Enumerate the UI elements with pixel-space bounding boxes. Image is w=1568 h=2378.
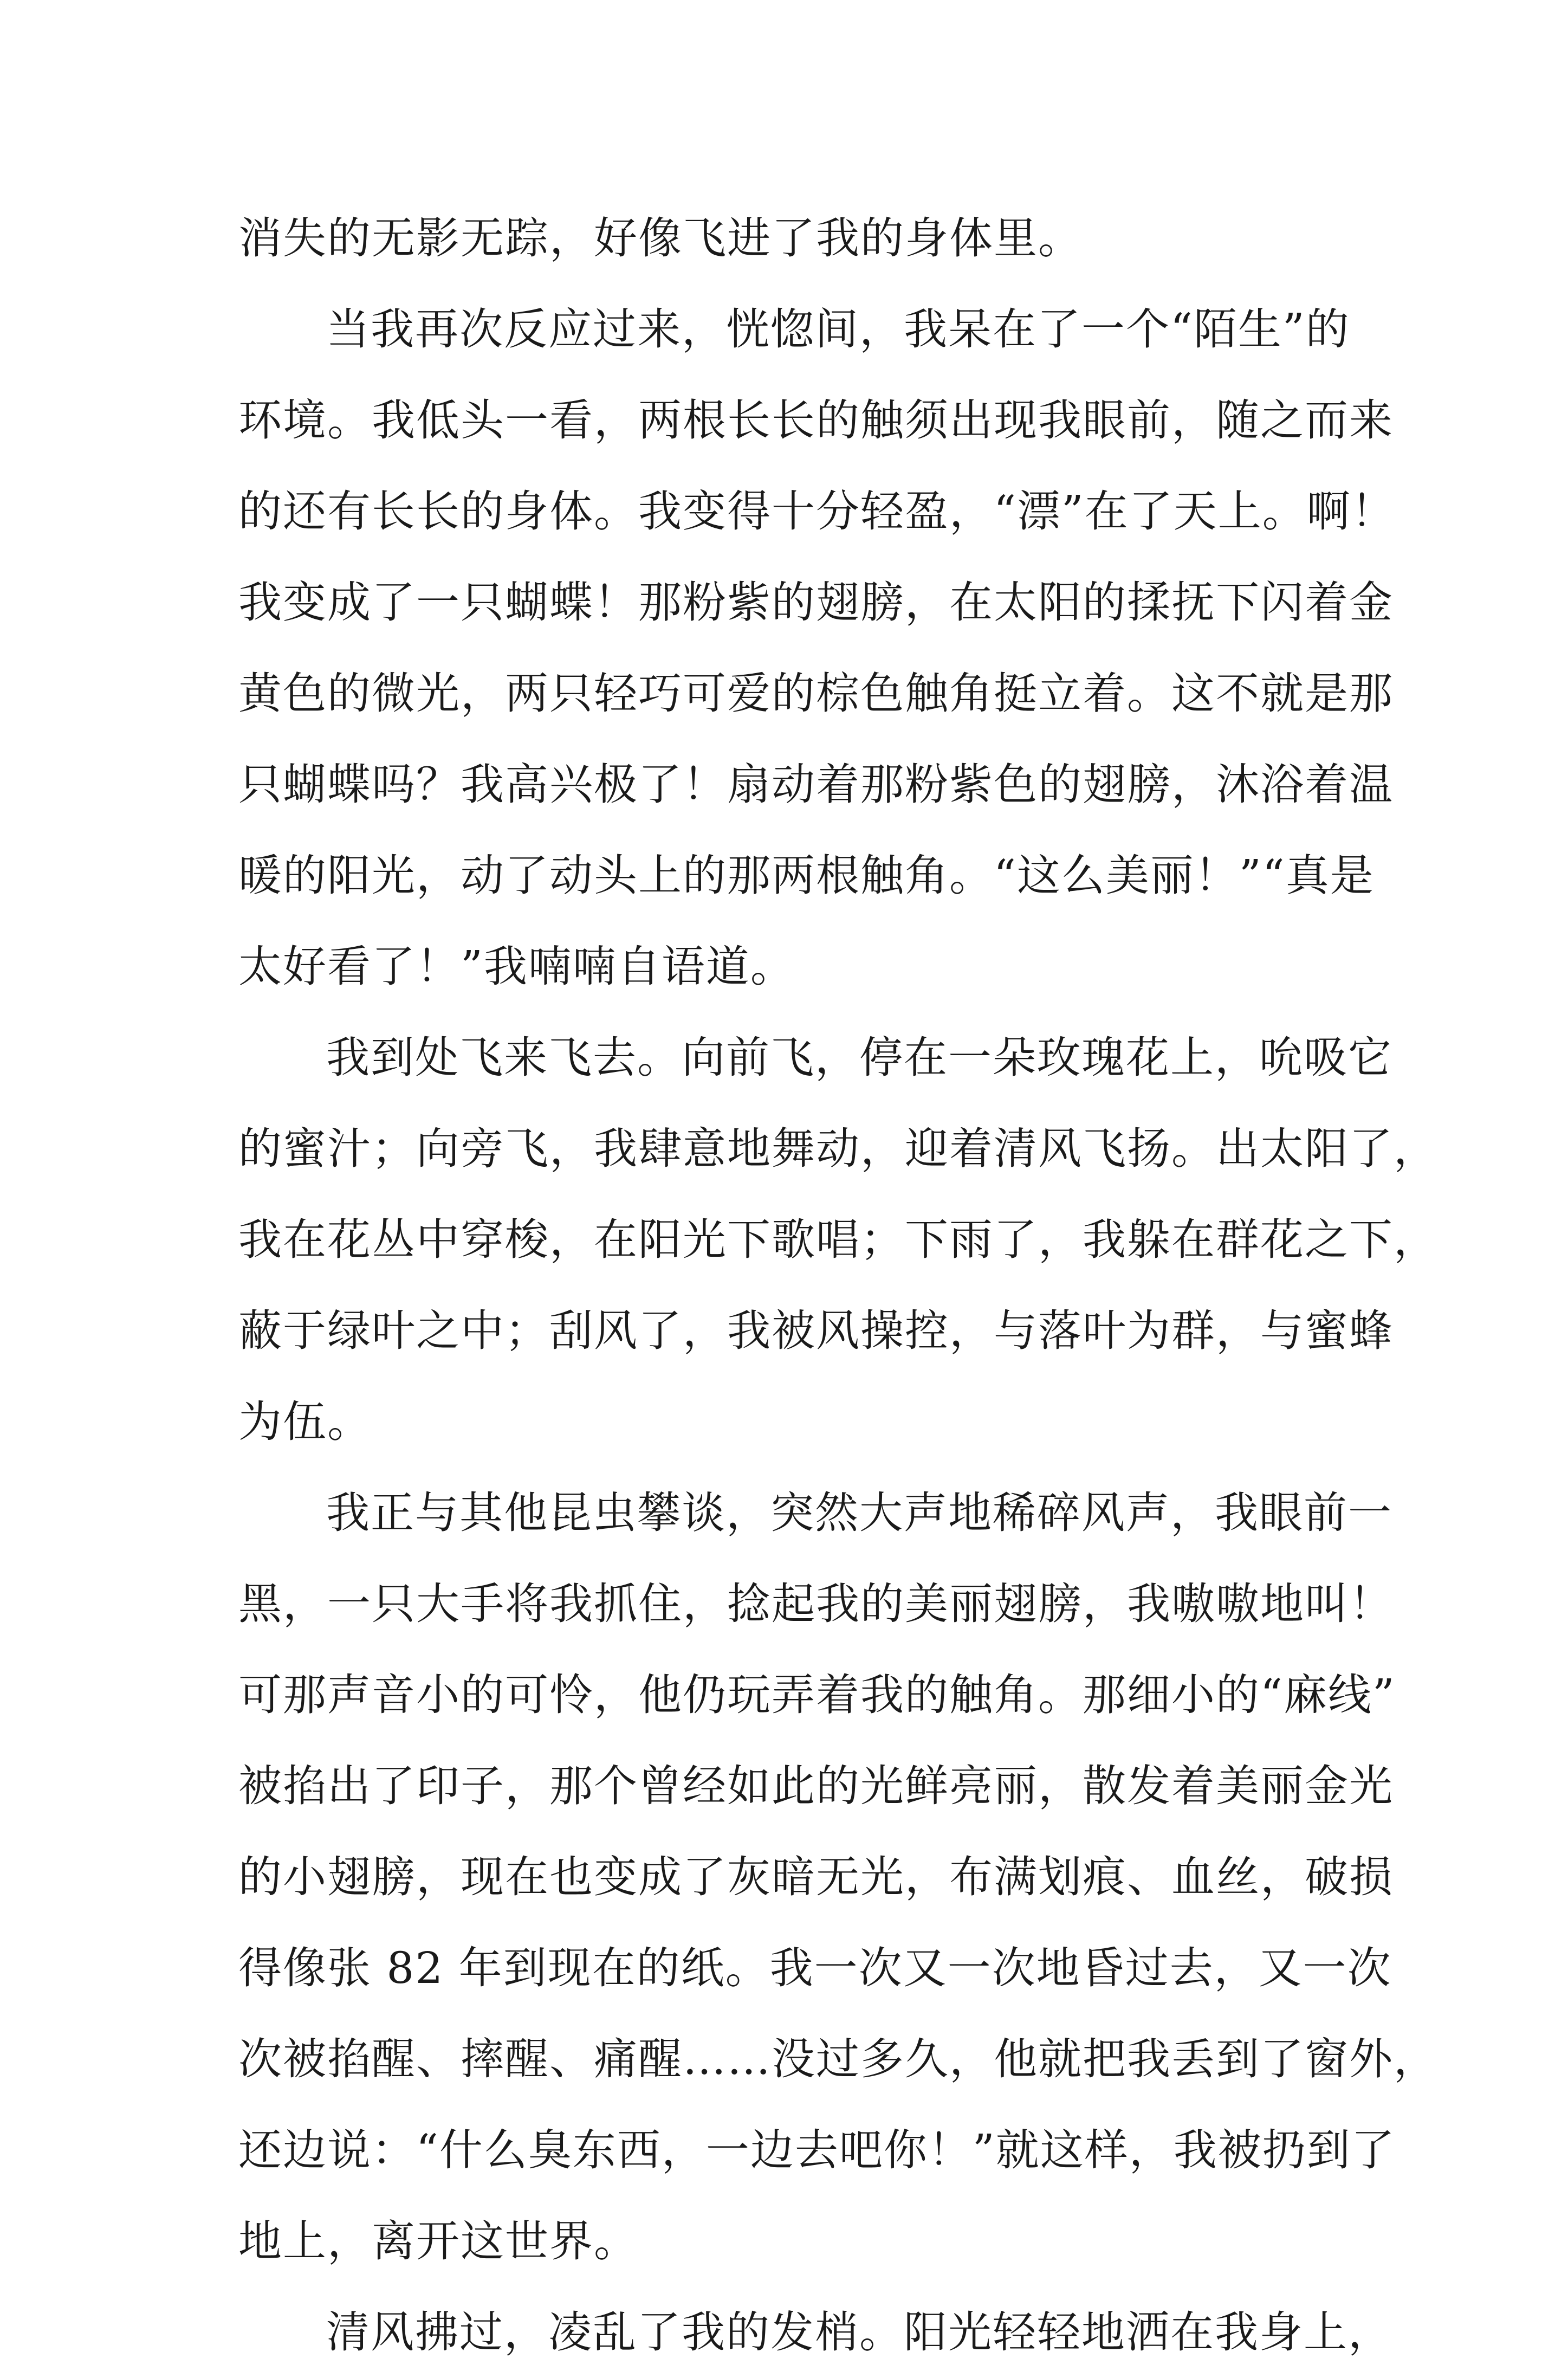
text-line: 环境。我低头一看，两根长长的触须出现我眼前，随之而来 — [238, 395, 1394, 445]
text-line: 为伍。 — [238, 1397, 372, 1447]
text-line: 当我再次反应过来，恍惚间，我呆在了一个“陌生”的 — [326, 304, 1350, 354]
text-line: 清风拂过，凌乱了我的发梢。阳光轻轻地洒在我身上， — [326, 2307, 1392, 2357]
text-line: 我到处飞来飞去。向前飞，停在一朵玫瑰花上，吮吸它 — [326, 1032, 1392, 1083]
text-line: 还边说：“什么臭东西，一边去吧你！”就这样，我被扔到了 — [238, 2125, 1396, 2175]
text-line: 被掐出了印子，那个曾经如此的光鲜亮丽，散发着美丽金光 — [238, 1761, 1394, 1811]
text-line: 我在花丛中穿梭，在阳光下歌唱；下雨了，我躲在群花之下， — [238, 1214, 1438, 1265]
text-line: 的小翅膀，现在也变成了灰暗无光，布满划痕、血丝，破损 — [238, 1852, 1394, 1902]
text-line: 次被掐醒、摔醒、痛醒……没过多久，他就把我丢到了窗外， — [238, 2034, 1438, 2084]
text-line: 我正与其他昆虫攀谈，突然大声地稀碎风声，我眼前一 — [326, 1488, 1392, 1538]
text-line: 的还有长长的身体。我变得十分轻盈，“漂”在了天上。啊！ — [238, 486, 1396, 537]
text-line: 只蝴蝶吗？我高兴极了！扇动着那粉紫色的翅膀，沐浴着温 — [238, 759, 1394, 810]
text-line: 暖的阳光，动了动头上的那两根触角。“这么美丽！”“真是 — [238, 850, 1375, 901]
text-line: 我变成了一只蝴蝶！那粉紫的翅膀，在太阳的揉抚下闪着金 — [238, 577, 1394, 628]
text-line: 得像张 82 年到现在的纸。我一次又一次地昏过去，又一次 — [238, 1943, 1392, 1993]
text-line: 消失的无影无踪，好像飞进了我的身体里。 — [238, 213, 1083, 263]
text-line: 可那声音小的可怜，他仍玩弄着我的触角。那细小的“麻线” — [238, 1670, 1396, 1720]
text-line: 地上，离开这世界。 — [238, 2216, 638, 2266]
text-line: 太好看了！”我喃喃自语道。 — [238, 941, 795, 992]
text-line: 蔽于绿叶之中；刮风了，我被风操控，与落叶为群，与蜜蜂 — [238, 1306, 1394, 1356]
text-line: 的蜜汁；向旁飞，我肆意地舞动，迎着清风飞扬。出太阳了， — [238, 1123, 1438, 1174]
body-text — [238, 193, 1438, 2378]
text-line: 黄色的微光，两只轻巧可爱的棕色触角挺立着。这不就是那 — [238, 668, 1394, 719]
text-line: 黑，一只大手将我抓住，捻起我的美丽翅膀，我嗷嗷地叫！ — [238, 1579, 1394, 1629]
